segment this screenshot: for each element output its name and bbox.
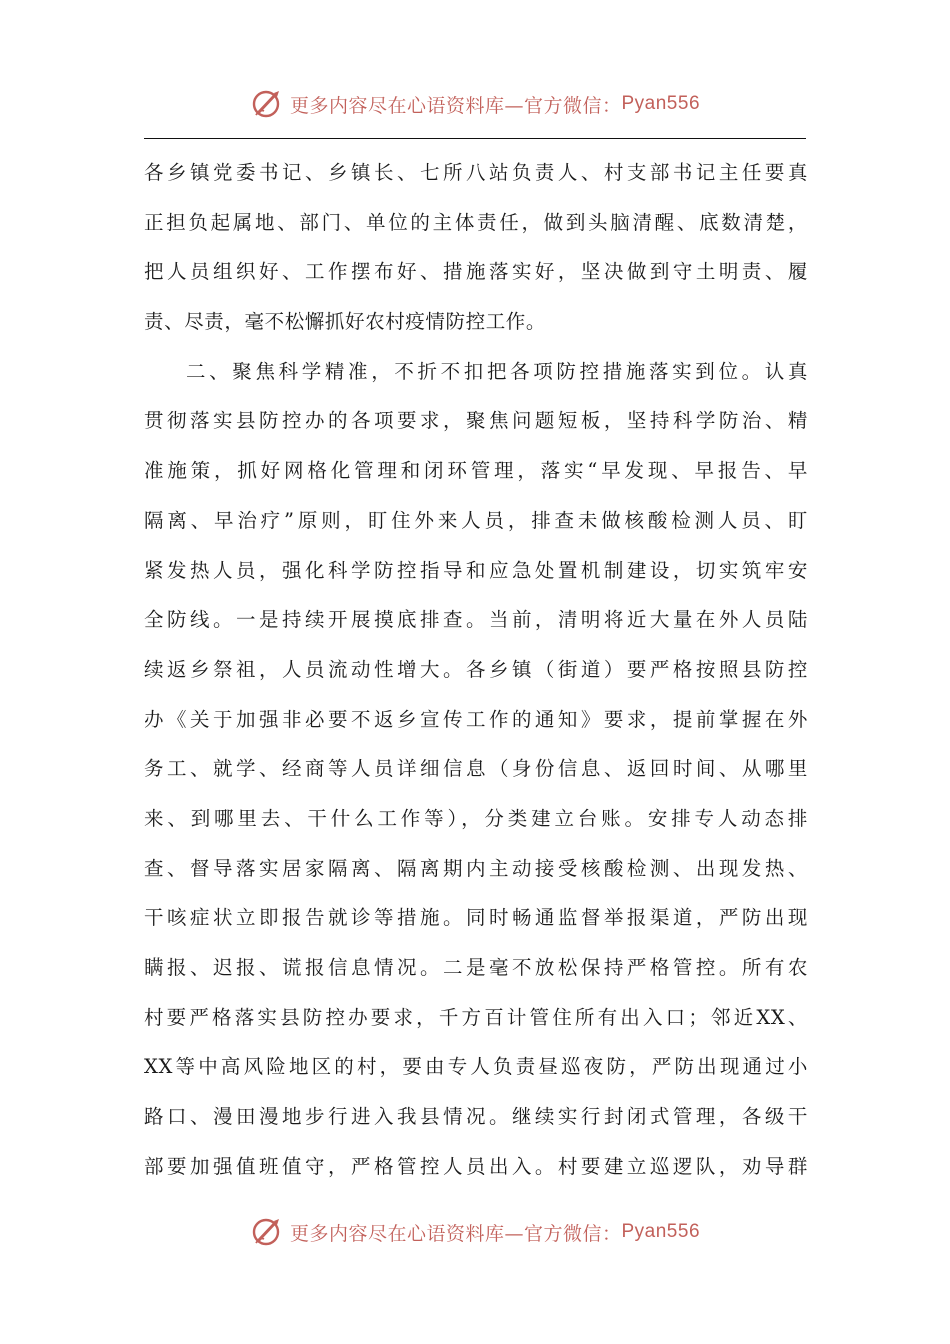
footer-watermark-banner — [0, 1212, 950, 1252]
body-line: 务工、就学、经商等人员详细信息（身份信息、返回时间、从哪里 — [144, 757, 808, 781]
body-line: 办《关于加强非必要不返乡宣传工作的通知》要求，提前掌握在外 — [144, 707, 808, 731]
body-line: 准施策，抓好网格化管理和闭环管理，落实“早发现、早报告、早 — [144, 459, 808, 483]
body-line: 贯彻落实县防控办的各项要求，聚焦问题短板，坚持科学防治、精 — [144, 409, 808, 433]
body-line: 各乡镇党委书记、乡镇长、七所八站负责人、村支部书记主任要真 — [144, 161, 808, 184]
header-watermark-banner — [0, 84, 950, 124]
footer-banner-text: 更多内容尽在心语资料库—官方微信： — [289, 1222, 622, 1245]
pen-logo-icon — [250, 1215, 284, 1249]
body-line: 责、尽责，毫不松懈抓好农村疫情防控工作。 — [144, 310, 547, 334]
body-line: 村要严格落实县防控办要求，千方百计管住所有出入口；邻近XX、 — [144, 1005, 808, 1029]
body-line: 把人员组织好、工作摆布好、措施落实好，坚决做到守土明责、履 — [144, 260, 808, 284]
footer-banner-handle: Pyan556 — [621, 1221, 701, 1242]
body-line: 干咳症状立即报告就诊等措施。同时畅通监督举报渠道，严防出现 — [144, 906, 808, 930]
header-banner-text: 更多内容尽在心语资料库—官方微信： — [289, 94, 622, 117]
body-line: XX等中高风险地区的村，要由专人负责昼巡夜防，严防出现通过小 — [144, 1055, 808, 1079]
body-line: 正担负起属地、部门、单位的主体责任，做到头脑清醒、底数清楚， — [144, 210, 808, 234]
body-line: 隔离、早治疗”原则，盯住外来人员，排查未做核酸检测人员、盯 — [144, 508, 808, 532]
header-divider — [144, 138, 806, 139]
body-line: 续返乡祭祖，人员流动性增大。各乡镇（街道）要严格按照县防控 — [144, 657, 808, 681]
section-heading-line: 二、聚焦科学精准，不折不扣把各项防控措施落实到位。认真 — [186, 359, 808, 383]
body-line: 来、到哪里去、干什么工作等），分类建立台账。安排专人动态排 — [144, 806, 808, 830]
body-line: 瞒报、迟报、谎报信息情况。二是毫不放松保持严格管控。所有农 — [144, 956, 808, 979]
body-line: 路口、漫田漫地步行进入我县情况。继续实行封闭式管理，各级干 — [144, 1105, 808, 1129]
document-body — [144, 148, 808, 1191]
body-line: 查、督导落实居家隔离、隔离期内主动接受核酸检测、出现发热、 — [144, 856, 808, 880]
body-line: 全防线。一是持续开展摸底排查。当前，清明将近大量在外人员陆 — [144, 608, 808, 632]
body-line: 部要加强值班值守，严格管控人员出入。村要建立巡逻队，劝导群 — [144, 1154, 808, 1178]
pen-logo-icon — [250, 87, 284, 121]
header-banner-handle: Pyan556 — [621, 93, 701, 114]
body-line: 紧发热人员，强化科学防控指导和应急处置机制建设，切实筑牢安 — [144, 558, 808, 582]
